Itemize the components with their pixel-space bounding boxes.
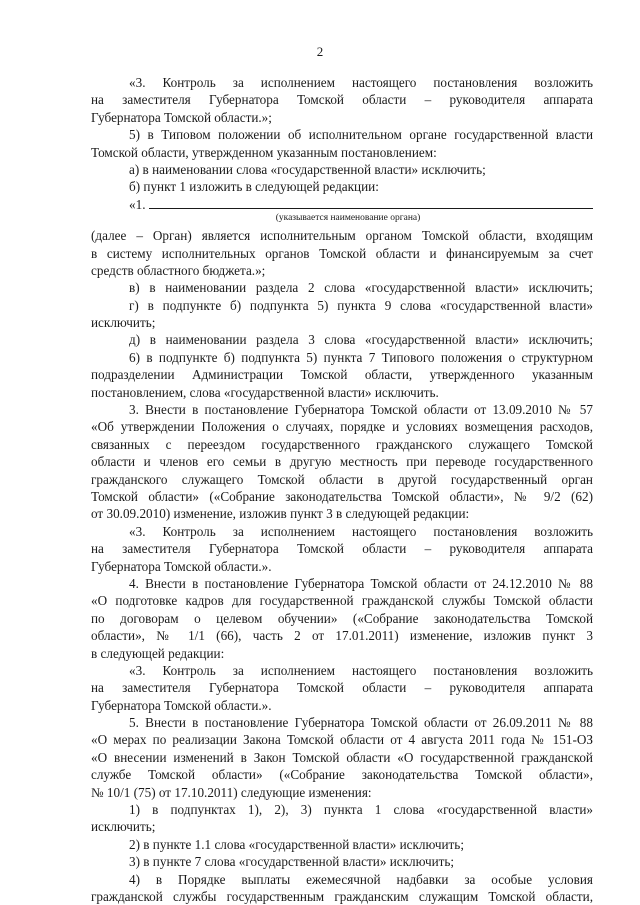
document-body	[91, 74, 593, 905]
text-line: 3) в пункте 7 слова «государственной власти» исключить;	[129, 854, 455, 870]
text-line: 4) в Порядке выплаты ежемесячной надбавки за особые условия	[129, 871, 593, 887]
text-line: (далее – Орган) является исполнительным органом Томской области, входящим	[91, 228, 593, 244]
text-line: постановлением, слова «государственной власти» исключить.	[91, 384, 439, 400]
text-line: подразделении Администрации Томской области, утвержденного указанным	[91, 367, 593, 383]
text-line: 5) в Типовом положении об исполнительном органе государственной власти	[129, 127, 593, 143]
text-line: 2) в пункте 1.1 слова «государственной власти» исключить;	[129, 836, 464, 852]
text-line: в систему исполнительных органов Томской области и финансируемым за счет	[91, 245, 593, 261]
text-line: в следующей редакции:	[91, 645, 225, 661]
text-line: «3. Контроль за исполнением настоящего постановления возложить	[129, 75, 593, 90]
text-line: г) в подпункте б) подпункта 5) пункта 9 слова «государственной власти»	[129, 297, 593, 313]
text-line: от 30.09.2010) изменение, изложив пункт 3 в следующей редакции:	[91, 506, 470, 522]
text-line: «Об утверждении Положения о случаях, порядке и условиях возмещения расходов,	[91, 419, 593, 435]
text-line: средств областного бюджета.»;	[91, 262, 266, 278]
blank-field-caption: (указывается наименование органа)	[275, 213, 421, 224]
text-line: службе Томской области» («Собрание законодательства Томской области»,	[91, 767, 593, 783]
page-number: 2	[316, 44, 324, 59]
text-line: д) в наименовании раздела 3 слова «государственной власти» исключить;	[129, 332, 593, 348]
text-line: на заместителя Губернатора Томской области – руководителя аппарата	[91, 92, 593, 108]
text-line: 5. Внести в постановление Губернатора Томской области от 26.09.2011 № 88	[129, 715, 593, 731]
text-line: а) в наименовании слова «государственной власти» исключить;	[129, 161, 486, 177]
text-line: Томской области, утвержденном указанным постановлением:	[91, 144, 437, 160]
text-line: исключить;	[91, 315, 156, 331]
text-line: «О мерах по реализации Закона Томской области от 4 августа 2011 года № 151-ОЗ	[91, 732, 593, 748]
text-line: 1) в подпунктах 1), 2), 3) пункта 1 слова «государственной власти»	[129, 802, 593, 818]
text-line: «О внесении изменений в Закон Томской области «О государственной гражданской	[91, 749, 593, 765]
blank-field-label: «1.	[129, 196, 146, 212]
text-line: на заместителя Губернатора Томской области – руководителя аппарата	[91, 541, 593, 557]
text-line: Губернатора Томской области.».	[91, 697, 272, 713]
text-line: Томской области» («Собрание законодательства Томской области», № 9/2 (62)	[91, 488, 593, 504]
text-line: области и членов его семьи в другую местность при переводе государственного	[91, 454, 593, 470]
text-line: «3. Контроль за исполнением настоящего постановления возложить	[129, 662, 593, 678]
text-line: 3. Внести в постановление Губернатора Томской области от 13.09.2010 № 57	[129, 402, 593, 418]
text-line: на заместителя Губернатора Томской области – руководителя аппарата	[91, 680, 593, 696]
text-line: по договорам о целевом обучении» («Собрание законодательства Томской	[91, 610, 593, 626]
text-line: гражданского служащего Томской области в другой государственный орган	[91, 471, 593, 487]
text-line: 6) в подпункте б) подпункта 5) пункта 7 Типового положения о структурном	[129, 349, 593, 365]
text-line: «3. Контроль за исполнением настоящего постановления возложить	[129, 523, 593, 539]
blank-fill-line	[149, 196, 593, 209]
text-line: № 10/1 (75) от 17.10.2011) следующие изменения:	[91, 784, 372, 800]
text-line: «О подготовке кадров для государственной гражданской службы Томской области	[91, 593, 593, 609]
text-line: связанных с переездом государственного гражданского служащего Томской	[91, 436, 593, 452]
text-line: 4. Внести в постановление Губернатора Томской области от 24.12.2010 № 88	[129, 575, 593, 591]
text-line: в) в наименовании раздела 2 слова «государственной власти» исключить;	[129, 280, 593, 296]
text-line: исключить;	[91, 819, 156, 835]
text-line: Губернатора Томской области.»;	[91, 109, 272, 125]
text-line: Губернатора Томской области.».	[91, 558, 272, 574]
text-line: б) пункт 1 изложить в следующей редакции:	[129, 179, 379, 195]
text-line: гражданской службы государственным гражданским служащим Томской области,	[91, 888, 593, 904]
text-line: области», № 1/1 (66), часть 2 от 17.01.2011) изменение, изложив пункт 3	[91, 628, 593, 644]
